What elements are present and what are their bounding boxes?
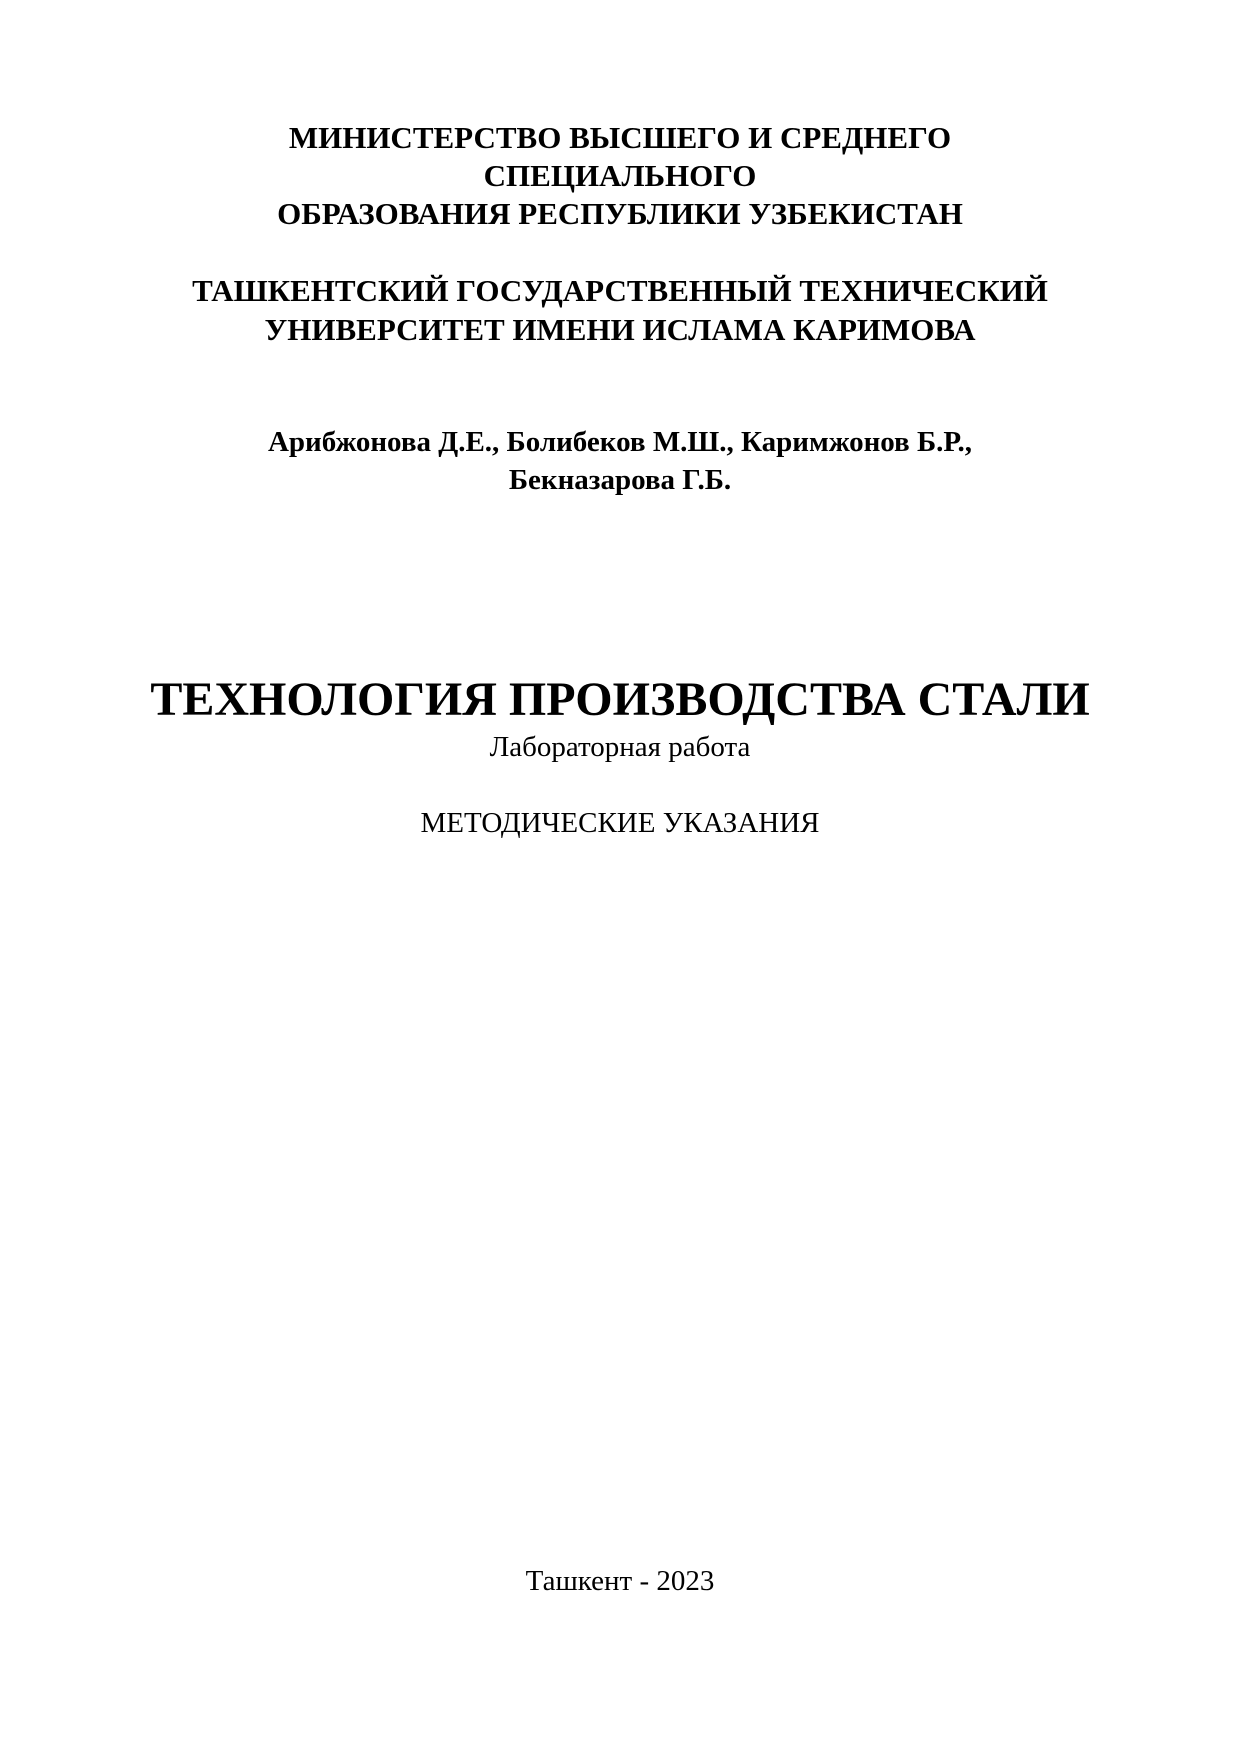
authors-line-1: Арибжонова Д.Е., Болибеков М.Ш., Каримжонов Б.Р.,: [267, 426, 972, 458]
ministry-line-1: МИНИСТЕРСТВО ВЫСШЕГО И СРЕДНЕГО: [288, 120, 952, 155]
university-line-2: УНИВЕРСИТЕТ ИМЕНИ ИСЛАМА КАРИМОВА: [264, 312, 976, 347]
authors-line-2: Бекназарова Г.Б.: [508, 464, 732, 496]
city-year: Ташкент - 2023: [525, 1565, 715, 1597]
document-subtitle: Лабораторная работа: [489, 731, 751, 763]
ministry-line-3: ОБРАЗОВАНИЯ РЕСПУБЛИКИ УЗБЕКИСТАН: [277, 196, 963, 231]
guidelines-label: МЕТОДИЧЕСКИЕ УКАЗАНИЯ: [420, 807, 820, 839]
ministry-line-2: СПЕЦИАЛЬНОГО: [483, 158, 757, 193]
document-title: ТЕХНОЛОГИЯ ПРОИЗВОДСТВА СТАЛИ: [150, 673, 1090, 726]
university-line-1: ТАШКЕНТСКИЙ ГОСУДАРСТВЕННЫЙ ТЕХНИЧЕСКИЙ: [192, 273, 1048, 308]
